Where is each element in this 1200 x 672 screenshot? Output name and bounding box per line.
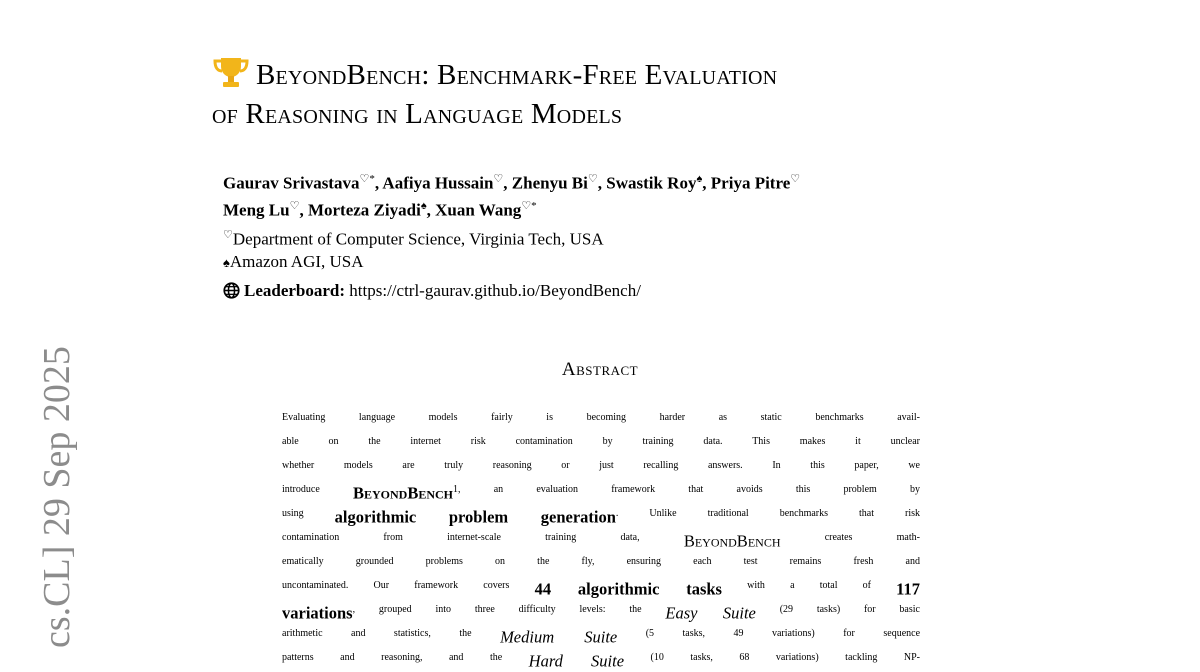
author-affiliation-mark: ♡*: [521, 199, 537, 212]
abstract-text: Evaluating language models fairly is becoming harder as static benchmarks avail-: [282, 412, 920, 423]
abstract-line: [282, 552, 920, 576]
abstract-text: with a total of: [721, 580, 897, 591]
abstract-line: [282, 600, 920, 624]
abstract-text: arithmetic and statistics, the: [282, 628, 501, 639]
abstract-line: [282, 504, 920, 528]
abstract-text: 117: [896, 579, 920, 599]
author-separator: ,: [702, 173, 711, 193]
author-name: Meng Lu: [223, 200, 290, 220]
leaderboard-link[interactable]: https://ctrl-gaurav.github.io/BeyondBench/: [349, 281, 641, 300]
abstract-line: [282, 528, 920, 552]
author-affiliation-mark: ♡*: [359, 173, 375, 185]
abstract-text: Hard Suite: [528, 651, 625, 671]
abstract-text: (29 tasks) for basic: [755, 604, 920, 615]
abstract-text: patterns and reasoning, and the: [282, 652, 529, 663]
abstract-text: contamination from internet-scale training data,: [282, 532, 684, 543]
title-line-1: BeyondBench: Benchmark-Free Evaluation: [256, 59, 778, 91]
author-affiliation-mark: ♡: [587, 173, 598, 185]
leaderboard-line: [223, 280, 943, 302]
author-name: Zhenyu Bi: [511, 173, 588, 193]
leaderboard-label: Leaderboard:: [244, 281, 346, 300]
abstract-text: uncontaminated. Our framework covers: [282, 580, 535, 591]
author-affiliation-mark: ♡: [790, 173, 801, 185]
author-line-2: [223, 195, 943, 222]
author-affiliation-mark: ♡: [493, 173, 504, 185]
affiliation-mark: ♡: [223, 229, 233, 241]
abstract-text: Medium Suite: [500, 627, 618, 647]
abstract-text: introduce: [282, 484, 353, 495]
abstract-line: [282, 480, 920, 504]
author-separator: ,: [299, 200, 308, 220]
affiliation-text: Department of Computer Science, Virginia Tech, USA: [232, 229, 604, 249]
abstract-text: Easy Suite: [665, 603, 756, 623]
author-separator: ,: [597, 173, 607, 193]
abstract-text: using: [282, 508, 335, 519]
author-affiliation-mark: ♠: [420, 199, 427, 212]
abstract-text: creates math-: [780, 532, 920, 543]
affiliations: [223, 224, 943, 274]
abstract-line: [282, 576, 920, 600]
author-name: Aafiya Hussain: [382, 173, 494, 193]
author-affiliation-mark: ♠: [696, 173, 703, 185]
abstract-line: [282, 456, 920, 480]
abstract-text: . Unlike traditional benchmarks that risk: [615, 508, 920, 519]
abstract-text: ematically grounded problems on the fly, ensuring each test remains fresh and: [282, 556, 920, 567]
author-line-1: [223, 168, 943, 195]
author-name: Swastik Roy: [606, 173, 697, 193]
abstract-line: [282, 408, 920, 432]
title-line-2: of Reasoning in Language Models: [212, 98, 623, 130]
abstract-text: BeyondBench: [352, 483, 454, 503]
abstract-text: , an evaluation framework that avoids this problem by: [458, 484, 921, 495]
author-list: [223, 168, 943, 221]
abstract-heading: Abstract: [561, 359, 639, 380]
affiliation-2: [223, 251, 943, 274]
author-separator: ,: [426, 200, 436, 220]
author-name: Morteza Ziyadi: [307, 200, 421, 220]
abstract-text: able on the internet risk contamination by training data. This makes it unclear: [282, 436, 920, 447]
abstract-line: [282, 624, 920, 648]
author-affiliation-mark: ♡: [289, 199, 300, 212]
globe-icon: [223, 282, 240, 299]
abstract-text: whether models are truly reasoning or just recalling answers. In this paper, we: [282, 460, 920, 471]
author-name: Gaurav Srivastava: [223, 173, 360, 193]
affiliation-mark: ♠: [223, 254, 230, 270]
affiliation-text: Amazon AGI, USA: [229, 251, 364, 271]
affiliation-1: [223, 224, 943, 251]
author-separator: ,: [374, 173, 383, 193]
author-name: Xuan Wang: [435, 200, 522, 220]
abstract-text: algorithmic problem generation: [334, 507, 616, 527]
trophy-icon: [212, 56, 250, 88]
author-separator: ,: [503, 173, 512, 193]
abstract-line: [282, 432, 920, 456]
arxiv-stamp: cs.CL] 29 Sep 2025: [36, 346, 78, 648]
author-name: Priya Pitre: [710, 173, 791, 193]
abstract-text: 44 algorithmic tasks: [534, 579, 722, 599]
abstract-text: , grouped into three difficulty levels: the: [352, 604, 666, 615]
paper-title: [212, 56, 1032, 134]
abstract-text: (10 tasks, 68 variations) tackling NP-: [624, 652, 920, 663]
abstract-text: (5 tasks, 49 variations) for sequence: [617, 628, 921, 639]
abstract-line: [282, 648, 920, 672]
abstract-text: BeyondBench: [683, 531, 781, 551]
abstract-body: [282, 408, 920, 672]
abstract-text: 1: [453, 484, 459, 495]
abstract-text: variations: [282, 603, 353, 623]
